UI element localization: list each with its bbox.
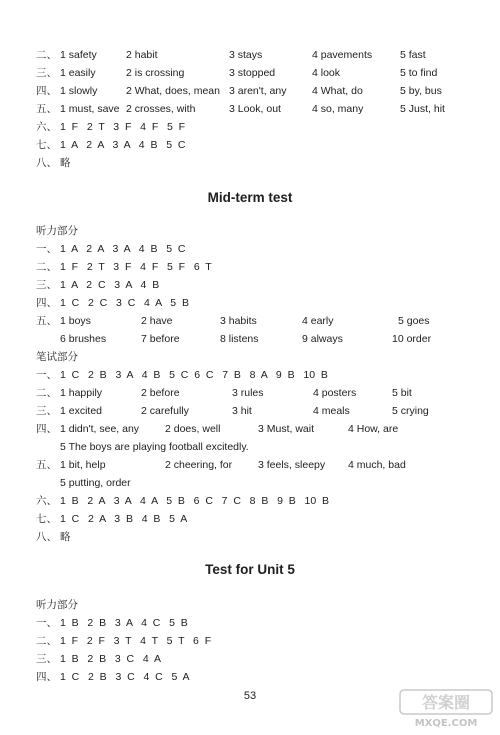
answer-3: 3 Look, out <box>229 103 281 115</box>
answer-list: 1 B 2 B 3 C 4 A <box>60 653 161 665</box>
row-number: 四、 <box>36 671 57 683</box>
answer-row <box>0 276 500 294</box>
answer-2: 2 is crossing <box>126 67 185 79</box>
answer-row <box>0 258 500 276</box>
answer-5: 5 The boys are playing football excitedly. <box>60 441 249 453</box>
answer-list: 1 C 2 A 3 B 4 B 5 A <box>60 513 188 525</box>
answer-4: 4 meals <box>313 405 350 417</box>
answer-5: 5 by, bus <box>400 85 442 97</box>
page-number: 53 <box>243 690 257 702</box>
answer-row <box>0 384 500 402</box>
answer-list: 1 F 2 T 3 F 4 F 5 F 6 T <box>60 261 212 273</box>
answer-2: 2 What, does, mean <box>126 85 220 97</box>
row-number: 一、 <box>36 617 57 629</box>
answer-2: 2 have <box>141 315 173 327</box>
answer-list: 略 <box>60 531 71 543</box>
answer-row <box>0 474 500 492</box>
listening-label: 听力部分 <box>36 599 78 611</box>
answer-row <box>0 632 500 650</box>
row-number: 二、 <box>36 635 57 647</box>
answer-list: 1 A 2 A 3 A 4 B 5 C <box>60 139 186 151</box>
row-number: 七、 <box>36 513 57 525</box>
answer-1: 1 bit, help <box>60 459 106 471</box>
row-number: 三、 <box>36 405 57 417</box>
row-number: 一、 <box>36 243 57 255</box>
answer-3: 3 Must, wait <box>258 423 315 435</box>
answer-4: 4 How, are <box>348 423 399 435</box>
row-number: 二、 <box>36 49 57 61</box>
answer-row <box>0 82 500 100</box>
row-number: 三、 <box>36 279 57 291</box>
answer-3: 3 stopped <box>229 67 276 79</box>
answer-row <box>0 438 500 456</box>
answer-5: 5 putting, order <box>60 477 131 489</box>
answer-row <box>0 668 500 686</box>
row-number: 二、 <box>36 261 57 273</box>
answer-4: 4 pavements <box>312 49 373 61</box>
row-number: 五、 <box>36 459 57 471</box>
watermark-text-top: 答案圈 <box>421 693 471 712</box>
part-label-row <box>0 596 500 614</box>
answer-1: 1 boys <box>60 315 91 327</box>
answer-list: 略 <box>60 157 71 169</box>
answer-list: 1 C 2 C 3 C 4 A 5 B <box>60 297 189 309</box>
row-number: 二、 <box>36 387 57 399</box>
answer-1: 1 happily <box>60 387 103 399</box>
answer-4: 4 posters <box>313 387 357 399</box>
answer-5: 5 goes <box>398 315 430 327</box>
answer-list: 1 C 2 B 3 C 4 C 5 A <box>60 671 190 683</box>
row-number: 四、 <box>36 297 57 309</box>
answer-1: 1 must, save <box>60 103 120 115</box>
row-number: 六、 <box>36 121 57 133</box>
answer-2: 2 habit <box>126 49 158 61</box>
answer-row <box>0 294 500 312</box>
answer-7: 7 before <box>141 333 180 345</box>
answer-5: 5 Just, hit <box>400 103 445 115</box>
watermark-logo <box>398 688 494 730</box>
answer-row <box>0 492 500 510</box>
row-number: 八、 <box>36 531 57 543</box>
answer-5: 5 to find <box>400 67 438 79</box>
part-label-row <box>0 222 500 240</box>
answer-row <box>0 240 500 258</box>
answer-3: 3 habits <box>220 315 257 327</box>
answer-4: 4 so, many <box>312 103 364 115</box>
answer-5: 5 bit <box>392 387 412 399</box>
row-number: 七、 <box>36 139 57 151</box>
answer-1: 1 easily <box>60 67 96 79</box>
answer-list: 1 F 2 F 3 T 4 T 5 T 6 F <box>60 635 212 647</box>
answer-4: 4 What, do <box>312 85 363 97</box>
row-number: 四、 <box>36 85 57 97</box>
answer-9: 9 always <box>302 333 343 345</box>
watermark-text-bottom: MXQE.COM <box>414 718 478 729</box>
listening-label: 听力部分 <box>36 225 78 237</box>
answer-row <box>0 64 500 82</box>
answer-row <box>0 510 500 528</box>
section-title: Mid-term test <box>207 190 293 205</box>
answer-row <box>0 650 500 668</box>
answer-3: 3 hit <box>232 405 252 417</box>
answer-3: 3 stays <box>229 49 263 61</box>
answer-2: 2 crosses, with <box>126 103 196 115</box>
answer-row <box>0 366 500 384</box>
answer-2: 2 cheering, for <box>165 459 233 471</box>
answer-2: 2 before <box>141 387 180 399</box>
answer-3: 3 rules <box>232 387 264 399</box>
answer-8: 8 listens <box>220 333 259 345</box>
row-number: 一、 <box>36 369 57 381</box>
answer-list: 1 A 2 C 3 A 4 B <box>60 279 160 291</box>
part-label-row <box>0 348 500 366</box>
answer-row <box>0 46 500 64</box>
answer-list: 1 A 2 A 3 A 4 B 5 C <box>60 243 186 255</box>
answer-list: 1 C 2 B 3 A 4 B 5 C 6 C 7 B 8 A 9 B 10 B <box>60 369 328 381</box>
row-number: 三、 <box>36 653 57 665</box>
answer-row <box>0 528 500 546</box>
answer-5: 5 crying <box>392 405 429 417</box>
answer-row <box>0 420 500 438</box>
answer-row <box>0 456 500 474</box>
answer-3: 3 aren't, any <box>229 85 287 97</box>
answer-1: 1 slowly <box>60 85 98 97</box>
written-label: 笔试部分 <box>36 351 78 363</box>
row-number: 五、 <box>36 103 57 115</box>
answer-row <box>0 100 500 118</box>
answer-row <box>0 118 500 136</box>
answer-1: 1 didn't, see, any <box>60 423 140 435</box>
answer-6: 6 brushes <box>60 333 107 345</box>
answer-row <box>0 614 500 632</box>
answer-2: 2 carefully <box>141 405 189 417</box>
answer-4: 4 much, bad <box>348 459 406 471</box>
answer-list: 1 B 2 A 3 A 4 A 5 B 6 C 7 C 8 B 9 B 10 B <box>60 495 330 507</box>
answer-4: 4 look <box>312 67 341 79</box>
answer-4: 4 early <box>302 315 334 327</box>
answer-5: 5 fast <box>400 49 426 61</box>
answer-1: 1 excited <box>60 405 103 417</box>
row-number: 八、 <box>36 157 57 169</box>
answer-row <box>0 154 500 172</box>
answer-3: 3 feels, sleepy <box>258 459 326 471</box>
section-title: Test for Unit 5 <box>205 562 295 577</box>
answer-list: 1 B 2 B 3 A 4 C 5 B <box>60 617 188 629</box>
answer-row <box>0 312 500 330</box>
answer-row <box>0 330 500 348</box>
answer-2: 2 does, well <box>165 423 221 435</box>
answer-10: 10 order <box>392 333 432 345</box>
answer-row <box>0 136 500 154</box>
answer-1: 1 safety <box>60 49 97 61</box>
answer-list: 1 F 2 T 3 F 4 F 5 F <box>60 121 186 133</box>
answer-row <box>0 402 500 420</box>
watermark-icon <box>398 688 494 730</box>
row-number: 六、 <box>36 495 57 507</box>
row-number: 三、 <box>36 67 57 79</box>
row-number: 五、 <box>36 315 57 327</box>
row-number: 四、 <box>36 423 57 435</box>
